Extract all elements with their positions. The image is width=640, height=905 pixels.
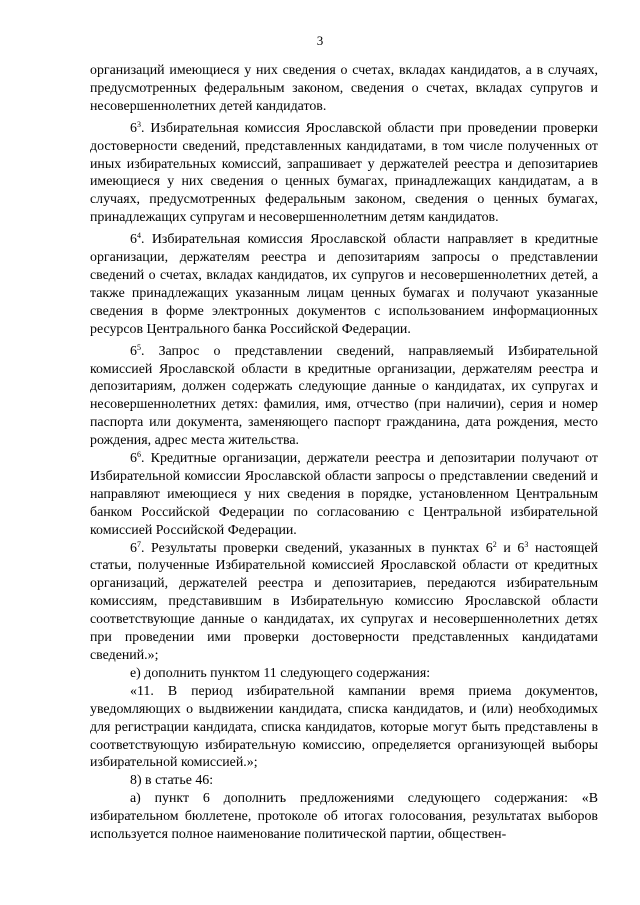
paragraph-8: 8) в статье 46: — [130, 773, 214, 789]
paragraph-text: . Запрос о представлении сведений, направляемый Избирательной комиссией Ярославской области в кредитные организации, держателям реестра и депозитариям, должен содержать следующие данные о кандидатах, их супругах и несовершеннолетних детях: фамилия, имя, отчество (при наличии), серия и номер паспорта или документа, заменяющего паспорт гражданина, дата рождения, место рождения, адрес места жительства. — [90, 343, 598, 449]
paragraph-e: е) дополнить пунктом 11 следующего содержания: — [130, 665, 431, 681]
clause-superscript: 6 — [136, 450, 141, 460]
paragraph-6-7 — [90, 540, 598, 665]
paragraph-text: . Результаты проверки сведений, указанных в пунктах 6 — [140, 540, 493, 556]
clause-number: 6 — [130, 343, 137, 359]
clause-number: 6 — [130, 120, 137, 136]
paragraph-6-3 — [90, 120, 598, 227]
page-number: 3 — [316, 33, 324, 48]
paragraph-continuation: организаций имеющиеся у них сведения о счетах, вкладах кандидатов, а в случаях, предусмотренных федеральным законом, сведения о счетах, вкладах супругов и несовершеннолетних детей кандидатов. — [90, 63, 598, 114]
clause-superscript: 5 — [136, 342, 141, 352]
paragraph-text: и 6 — [496, 540, 525, 556]
document-body — [90, 62, 598, 844]
paragraph-6-4 — [90, 231, 598, 338]
clause-number: 6 — [130, 232, 137, 248]
clause-number: 6 — [130, 451, 137, 467]
clause-number: 6 — [130, 540, 137, 556]
paragraph-text: . Избирательная комиссия Ярославской области направляет в кредитные организации, держателям реестра и депозитариям запросы о представлении сведений о счетах, вкладах кандидатов, их супругов и несовершеннолетних детей, а также принадлежащих указанным лицам ценных бумагах и получают указанные сведения в форме электронных документов с использованием информационных ресурсов Центрального банка Российской Федерации. — [90, 232, 598, 337]
paragraph-6-5 — [90, 343, 598, 450]
clause-superscript: 3 — [136, 119, 141, 129]
paragraph-6-6 — [90, 450, 598, 540]
paragraph-11: «11. В период избирательной кампании время приема документов, уведомляющих о выдвижении кандидата, списка кандидатов, и (или) необходимых для регистрации кандидата, списка кандидатов, которые могут быть представлены в соответствующую избирательную комиссию, определяется организующей выборы избирательной комиссией.»; — [90, 683, 598, 771]
paragraph-a: а) пункт 6 дополнить предложениями следующего содержания: «В избирательном бюллетене, протоколе об итогах голосования, результатах выборов используется полное наименование политической партии, обществен- — [90, 791, 598, 843]
clause-superscript: 4 — [136, 231, 141, 241]
reference-superscript: 2 — [492, 539, 497, 549]
paragraph-text: . Кредитные организации, держатели реестра и депозитарии получают от Избирательной комиссии Ярославской области запросы о представлении сведений и направляют имеющиеся у них сведения в порядке, установленном Центральным банком Российской Федерации по согласованию с Центральной избирательной комиссией Российской Федерации. — [90, 451, 598, 538]
clause-superscript: 7 — [136, 539, 141, 549]
paragraph-text: настоящей статьи, полученные Избирательной комиссией Ярославской области от кредитных организаций, держателей реестра и депозитариев, передаются избирательным комиссиям, представившим в Избирательную комиссию Ярославской области соответствующие данные о кандидатах, их супругах и несовершеннолетних детях при проведении ими проверки достоверности представленных кандидатами сведений.»; — [90, 540, 599, 663]
reference-superscript: 3 — [524, 539, 529, 549]
paragraph-text: . Избирательная комиссия Ярославской области при проведении проверки достоверности сведений, представленных кандидатами, в том числе полученных от иных избирательных комиссий, запрашивает у держателей реестра и депозитариев имеющиеся у них сведения о ценных бумагах, принадлежащих кандидатам, а в случаях, предусмотренных федеральным законом, сведения о ценных бумагах, принадлежащих супругам и несовершеннолетним детям кандидатов. — [90, 120, 598, 226]
